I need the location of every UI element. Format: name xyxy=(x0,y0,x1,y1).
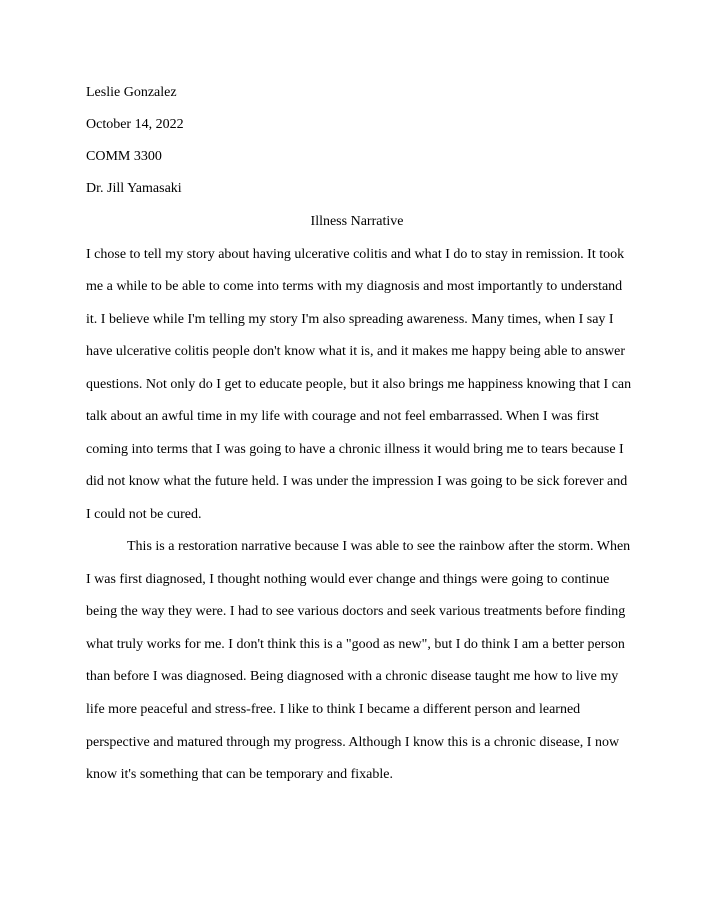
paragraph-1-line: did not know what the future held. I was under the impression I was going to be sick forever and xyxy=(86,474,628,489)
instructor-name: Dr. Jill Yamasaki xyxy=(86,181,182,196)
course-code: COMM 3300 xyxy=(86,149,162,164)
paragraph-1-line: coming into terms that I was going to have a chronic illness it would bring me to tears because I xyxy=(86,442,624,457)
paragraph-1-line: I chose to tell my story about having ulcerative colitis and what I do to stay in remission. It took xyxy=(86,247,625,262)
author-name: Leslie Gonzalez xyxy=(86,85,177,100)
paragraph-1-line: I could not be cured. xyxy=(86,507,202,522)
paragraph-2-line: life more peaceful and stress-free. I like to think I became a different person and learned xyxy=(86,702,581,717)
document-date: October 14, 2022 xyxy=(86,117,184,132)
paragraph-2-line: This is a restoration narrative because I was able to see the rainbow after the storm. When xyxy=(127,539,631,554)
paragraph-2-line: than before I was diagnosed. Being diagnosed with a chronic disease taught me how to live my xyxy=(86,669,619,684)
paragraph-2-line: I was first diagnosed, I thought nothing would ever change and things were going to continue xyxy=(86,572,610,587)
paragraph-2-line: being the way they were. I had to see various doctors and seek various treatments before finding xyxy=(86,604,626,619)
paragraph-2-line: know it's something that can be temporary and fixable. xyxy=(86,767,393,782)
document-title: Illness Narrative xyxy=(310,214,404,229)
paragraph-2-line: what truly works for me. I don't think this is a "good as new", but I do think I am a better person xyxy=(86,637,625,652)
paragraph-1-line: talk about an awful time in my life with courage and not feel embarrassed. When I was first xyxy=(86,409,599,424)
paragraph-1-line: me a while to be able to come into terms with my diagnosis and most importantly to understand xyxy=(86,279,623,294)
paragraph-1-line: it. I believe while I'm telling my story I'm also spreading awareness. Many times, when I say I xyxy=(86,312,614,327)
paragraph-1-line: questions. Not only do I get to educate people, but it also brings me happiness knowing that I can xyxy=(86,377,632,392)
paragraph-1-line: have ulcerative colitis people don't know what it is, and it makes me happy being able to answer xyxy=(86,344,626,359)
paragraph-2-line: perspective and matured through my progress. Although I know this is a chronic disease, I now xyxy=(86,735,620,750)
